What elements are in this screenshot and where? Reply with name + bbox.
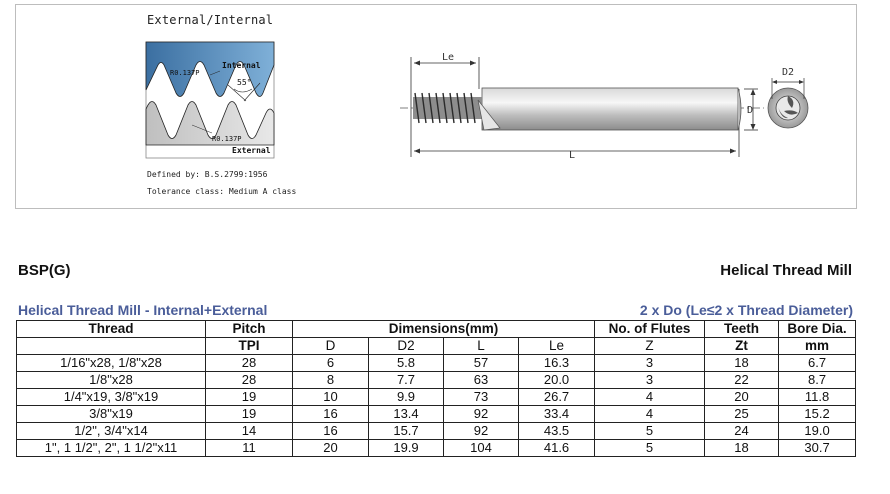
cell-tpi: 19 [206, 389, 293, 406]
cell-bore: 8.7 [779, 372, 856, 389]
col-bore: Bore Dia. [779, 321, 856, 338]
cell-tpi: 28 [206, 355, 293, 372]
cell-d: 6 [293, 355, 369, 372]
tool-figure-panel [15, 4, 857, 209]
cell-d: 8 [293, 372, 369, 389]
cell-thread: 1/8"x28 [17, 372, 206, 389]
cell-thread: 1/2", 3/4"x14 [17, 423, 206, 440]
col-le: Le [519, 338, 595, 355]
table-subtitle: Helical Thread Mill - Internal+External [18, 302, 268, 318]
col-z: Z [595, 338, 705, 355]
cell-bore: 30.7 [779, 440, 856, 457]
cell-z: 3 [595, 372, 705, 389]
cell-tpi: 14 [206, 423, 293, 440]
label-d: D [747, 105, 754, 116]
table-row [17, 406, 856, 423]
table-row [17, 423, 856, 440]
cell-zt: 20 [705, 389, 779, 406]
table-row [17, 389, 856, 406]
col-dimensions: Dimensions(mm) [293, 321, 595, 338]
table-subheader-row [17, 338, 856, 355]
cell-d: 16 [293, 423, 369, 440]
cell-l: 63 [444, 372, 519, 389]
cell-le: 43.5 [519, 423, 595, 440]
cell-bore: 15.2 [779, 406, 856, 423]
col-d2: D2 [369, 338, 444, 355]
cell-z: 3 [595, 355, 705, 372]
thread-profile-diagram [146, 42, 274, 158]
cell-thread: 1/4"x19, 3/8"x19 [17, 389, 206, 406]
cell-d2: 7.7 [369, 372, 444, 389]
cell-le: 33.4 [519, 406, 595, 423]
label-radius-top: R0.137P [170, 69, 200, 77]
col-tpi: TPI [206, 338, 293, 355]
cell-bore: 19.0 [779, 423, 856, 440]
cell-d: 20 [293, 440, 369, 457]
spec-table [16, 320, 856, 457]
length-condition: 2 x Do (Le≤2 x Thread Diameter) [639, 302, 853, 318]
col-thread: Thread [17, 321, 206, 338]
cell-d2: 5.8 [369, 355, 444, 372]
cell-d: 10 [293, 389, 369, 406]
cell-z: 5 [595, 440, 705, 457]
label-le: Le [442, 52, 455, 63]
label-internal: Internal [222, 61, 261, 70]
cell-d: 16 [293, 406, 369, 423]
cell-thread: 3/8"x19 [17, 406, 206, 423]
table-row [17, 372, 856, 389]
defined-by-note: Defined by: B.S.2799:1956 [147, 170, 268, 179]
table-row [17, 355, 856, 372]
cell-le: 16.3 [519, 355, 595, 372]
cell-d2: 15.7 [369, 423, 444, 440]
cell-tpi: 28 [206, 372, 293, 389]
cell-zt: 24 [705, 423, 779, 440]
cell-l: 73 [444, 389, 519, 406]
cell-zt: 18 [705, 440, 779, 457]
cell-thread: 1", 1 1/2", 2", 1 1/2"x11 [17, 440, 206, 457]
label-external: External [232, 146, 271, 155]
table-row [17, 440, 856, 457]
col-d: D [293, 338, 369, 355]
tool-side-view [400, 57, 764, 157]
cell-z: 5 [595, 423, 705, 440]
label-d2: D2 [782, 67, 795, 78]
cell-tpi: 19 [206, 406, 293, 423]
tolerance-note: Tolerance class: Medium A class [147, 187, 297, 196]
cell-bore: 11.8 [779, 389, 856, 406]
cell-l: 57 [444, 355, 519, 372]
cell-le: 41.6 [519, 440, 595, 457]
cell-tpi: 11 [206, 440, 293, 457]
col-thread-blank [17, 338, 206, 355]
cell-zt: 22 [705, 372, 779, 389]
product-title: Helical Thread Mill [720, 262, 852, 279]
label-angle: 55° [237, 78, 252, 87]
cell-l: 104 [444, 440, 519, 457]
label-radius-bottom: R0.137P [212, 135, 242, 143]
col-mm: mm [779, 338, 856, 355]
cell-zt: 25 [705, 406, 779, 423]
col-teeth: Teeth [705, 321, 779, 338]
profile-title: External/Internal [147, 13, 274, 27]
tool-drawing [16, 5, 856, 208]
cell-z: 4 [595, 389, 705, 406]
cell-le: 20.0 [519, 372, 595, 389]
cell-bore: 6.7 [779, 355, 856, 372]
cell-le: 26.7 [519, 389, 595, 406]
cell-d2: 19.9 [369, 440, 444, 457]
cell-d2: 13.4 [369, 406, 444, 423]
col-flutes: No. of Flutes [595, 321, 705, 338]
cell-zt: 18 [705, 355, 779, 372]
cell-l: 92 [444, 423, 519, 440]
tool-end-view [768, 78, 808, 128]
cell-thread: 1/16"x28, 1/8"x28 [17, 355, 206, 372]
cell-d2: 9.9 [369, 389, 444, 406]
col-zt: Zt [705, 338, 779, 355]
cell-l: 92 [444, 406, 519, 423]
cell-z: 4 [595, 406, 705, 423]
col-pitch: Pitch [206, 321, 293, 338]
table-header-row [17, 321, 856, 338]
thread-standard-title: BSP(G) [18, 262, 71, 279]
col-l: L [444, 338, 519, 355]
label-l: L [569, 150, 576, 161]
